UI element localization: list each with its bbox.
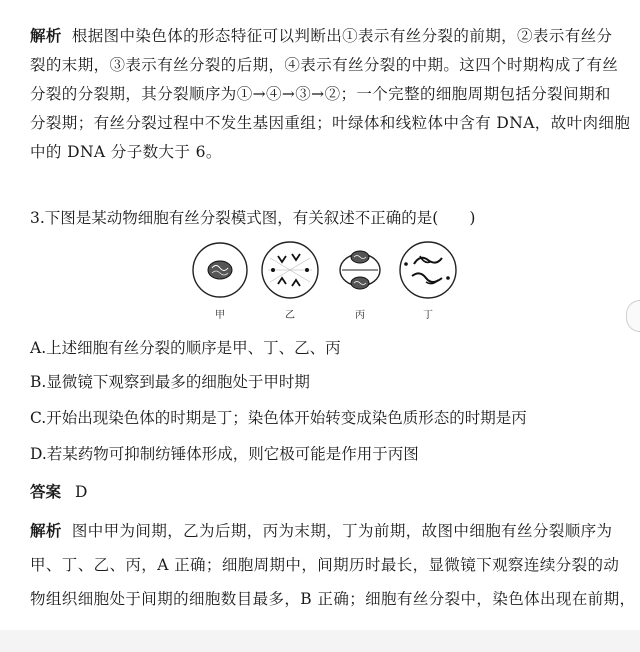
analysis-line: 分裂期；有丝分裂过程中不发生基因重组；叶绿体和线粒体中含有 DNA，故叶肉细胞	[30, 114, 631, 132]
analysis-label: 解析	[30, 522, 62, 540]
analysis-line: 解析 根据图中染色体的形态特征可以判断出①表示有丝分裂的前期，②表示有丝分	[30, 27, 613, 45]
cell-division-figure	[190, 238, 460, 324]
analysis-paragraph-1	[30, 22, 631, 167]
answer-line	[30, 480, 87, 502]
analysis-line: 解析 图中甲为间期，乙为后期，丙为末期，丁为前期，故图中细胞有丝分裂顺序为	[30, 522, 613, 540]
analysis-paragraph-2	[30, 514, 636, 616]
answer-label: 答案	[30, 483, 62, 501]
cell-ding-drawing	[400, 242, 456, 298]
analysis-line: 甲、丁、乙、丙，A 正确；细胞周期中，间期历时最长，显微镜下观察连续分裂的动	[30, 556, 620, 574]
figure-label-bing: 丙	[355, 310, 365, 321]
option-c: C.开始出现染色体的时期是丁；染色体开始转变成染色质形态的时期是丙	[30, 409, 527, 427]
option-a: A.上述细胞有丝分裂的顺序是甲、丁、乙、丙	[30, 339, 341, 357]
cell-yi-drawing	[262, 242, 318, 298]
cell-diagram	[190, 238, 460, 308]
figure-label-yi: 乙	[285, 310, 295, 321]
figure-label-jia: 甲	[215, 310, 225, 321]
bottom-bar	[0, 630, 640, 652]
option-d: D.若某药物可抑制纺锤体形成，则它极可能是作用于丙图	[30, 445, 419, 463]
analysis-line: 中的 DNA 分子数大于 6。	[30, 143, 222, 161]
option-b: B.显微镜下观察到最多的细胞处于甲时期	[30, 373, 310, 391]
analysis-line: 裂的末期，③表示有丝分裂的后期，④表示有丝分裂的中期。这四个时期构成了有丝	[30, 56, 619, 74]
analysis-line: 物组织细胞处于间期的细胞数目最多，B 正确；细胞有丝分裂中，染色体出现在前期，	[30, 590, 636, 608]
cell-bing-drawing	[340, 251, 380, 289]
analysis-label: 解析	[30, 27, 62, 45]
scroll-handle[interactable]	[626, 300, 640, 332]
analysis-line: 分裂的分裂期，其分裂顺序为①→④→③→②；一个完整的细胞周期包括分裂间期和	[30, 85, 611, 103]
answer-value: D	[75, 483, 88, 501]
cell-jia-drawing	[193, 243, 247, 297]
figure-label-ding: 丁	[423, 310, 433, 321]
question-stem: 3.下图是某动物细胞有丝分裂模式图，有关叙述不正确的是( )	[30, 209, 476, 227]
